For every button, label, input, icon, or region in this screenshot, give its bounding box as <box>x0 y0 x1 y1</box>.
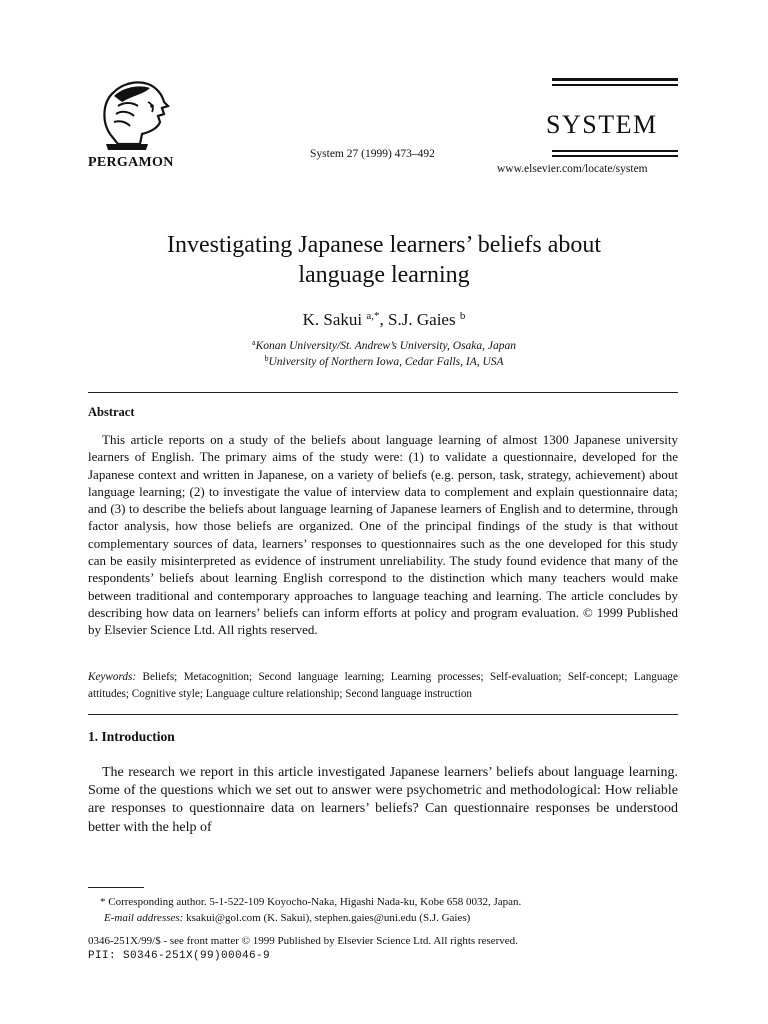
keywords-list: Beliefs; Metacognition; Second language learning; Learning processes; Self-evaluation; Self-concept; Language attitudes; Cognitive style; Language culture relationship; Second language instruction <box>88 671 678 700</box>
author-affiliation-marker: a,* <box>366 310 380 322</box>
affiliation-text: University of Northern Iowa, Cedar Falls, IA, USA <box>268 356 504 368</box>
masthead-rule-top <box>552 78 678 81</box>
email-label: E-mail addresses: <box>104 912 184 924</box>
author-affiliation-marker: b <box>459 310 466 322</box>
title-line-1: Investigating Japanese learners’ beliefs about <box>166 232 602 258</box>
journal-url[interactable]: www.elsevier.com/locate/system <box>497 163 648 175</box>
masthead-rule-bottom-2 <box>552 155 678 157</box>
abstract-top-rule <box>88 392 678 393</box>
author-name: S.J. Gaies <box>388 310 456 329</box>
affiliation-a <box>0 338 768 352</box>
section-heading-introduction: 1. Introduction <box>88 729 175 744</box>
front-matter-line: 0346-251X/99/$ - see front matter © 1999 Published by Elsevier Science Ltd. All rights reserved. <box>88 935 518 947</box>
email-addresses[interactable]: ksakui@gol.com (K. Sakui), stephen.gaies@uni.edu (S.J. Gaies) <box>186 912 471 924</box>
footnote-rule <box>88 887 144 888</box>
article-title <box>0 230 768 290</box>
pergamon-athena-logo-icon <box>92 72 176 152</box>
affiliation-marker: b <box>264 354 269 363</box>
title-line-2: language learning <box>298 262 470 288</box>
email-footnote <box>88 910 694 926</box>
author-name: K. Sakui <box>302 310 363 329</box>
keywords <box>88 669 678 703</box>
journal-name: SYSTEM <box>546 110 658 139</box>
abstract-bottom-rule <box>88 714 678 715</box>
abstract-heading: Abstract <box>88 405 135 419</box>
masthead-rule-top-thin <box>552 84 678 86</box>
introduction-text: The research we report in this article investigated Japanese learners’ beliefs about language learning. Some of the questions which we set out to answer were psychometric and methodological: How reliable are responses to questionnaire data on learners’ beliefs? Can questionnaire responses be understood better with the help of <box>88 765 678 835</box>
affiliation-marker: a <box>252 338 256 347</box>
author-separator: , <box>379 310 389 329</box>
abstract-text: This article reports on a study of the beliefs about language learning of almost 1300 Japanese university learners of English. The primary aims of the study were: (1) to validate a questionnaire, developed for the Japanese context and written in Japanese, on a variety of beliefs (e.g. person, task, strategy, achievement) about language learning; (2) to investigate the value of interview data to complement and explain questionnaire data; and (3) to describe the beliefs about language learning of Japanese learners of English and to determine, through factor analysis, how those beliefs are organized. One of the principal findings of the study is that without complementary sources of data, learners’ responses to questionnaires such as the one developed for this study can be easily misinterpreted as evidence of instrument unreliability. The study found evidence that many of the respondents’ beliefs about learning English correspond to the distinction which many teachers would make between traditional and contemporary approaches to language teaching and learning. The article concludes by describing how data on learners’ beliefs can inform efforts at policy and program evaluation. © 1999 Published by Elsevier Science Ltd. All rights reserved. <box>88 432 678 638</box>
journal-citation: System 27 (1999) 473–492 <box>310 148 435 160</box>
author-list <box>0 310 768 330</box>
corresponding-author-footnote: * Corresponding author. 5-1-522-109 Koyocho-Naka, Higashi Nada-ku, Kobe 658 0032, Japan. <box>100 896 522 908</box>
keywords-label: Keywords: <box>88 671 137 683</box>
affiliation-text: Konan University/St. Andrew’s University, Osaka, Japan <box>255 340 516 352</box>
masthead-rule-bottom <box>552 150 678 152</box>
pii-line: PII: S0346-251X(99)00046-9 <box>88 950 271 962</box>
publisher-name: PERGAMON <box>88 155 174 170</box>
affiliation-b <box>0 354 768 368</box>
